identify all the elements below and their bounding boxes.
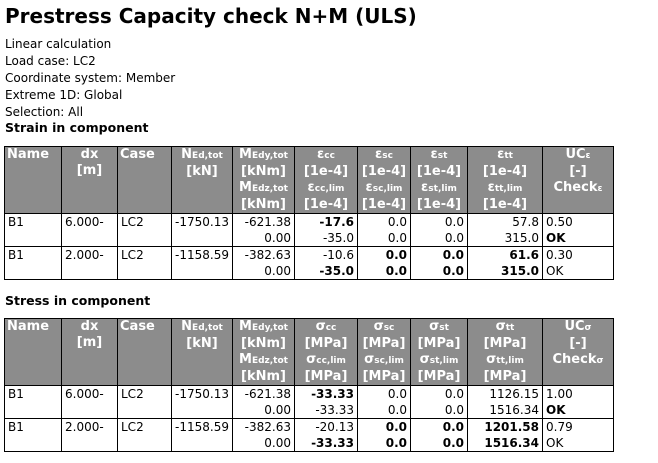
strain-heading: Strain in component	[5, 120, 149, 135]
cell-dx: 6.000-	[62, 386, 118, 419]
header-d-lim-symbol: σ	[486, 352, 497, 367]
header-m	[233, 147, 295, 214]
header-d-symbol: ε	[497, 147, 505, 162]
cell-check: OK	[543, 230, 614, 247]
cell-check: OK	[543, 435, 614, 452]
header-case-label: Case	[120, 319, 155, 334]
cell-uc: 0.79	[543, 419, 614, 436]
cell-d: 61.6	[468, 247, 543, 264]
cell-my: -382.63	[233, 247, 295, 264]
table-row	[5, 247, 614, 264]
stress-heading: Stress in component	[5, 293, 151, 308]
cell-b-lim: 0.0	[358, 435, 411, 452]
header-b-subscript: sc	[383, 323, 395, 333]
header-mz-unit: [kNm]	[241, 197, 286, 212]
cell-mz: 0.00	[233, 402, 295, 419]
cell-b-lim: 0.0	[358, 230, 411, 247]
header-uc-subscript: ε	[585, 151, 591, 161]
header-c-unit: [1e-4]	[416, 164, 462, 179]
header-c-symbol: σ	[429, 319, 440, 334]
header-m	[233, 319, 295, 386]
header-c-lim-subscript: st,lim	[429, 356, 459, 366]
header-my-subscript: Edy,tot	[251, 151, 288, 161]
header-a-lim-subscript: cc,lim	[316, 356, 346, 366]
cell-c: 0.0	[411, 214, 468, 231]
cell-mz: 0.00	[233, 230, 295, 247]
header-a-subscript: cc	[325, 323, 337, 333]
header-dx-label: dx	[80, 147, 99, 162]
header-check-symbol: Check	[552, 352, 597, 367]
cell-a: -10.6	[295, 247, 358, 264]
header-uc	[543, 147, 614, 214]
header-a	[295, 147, 358, 214]
header-b-lim-unit: [1e-4]	[361, 197, 407, 212]
coordinate-system: Coordinate system: Member	[5, 71, 176, 85]
header-case-label: Case	[120, 147, 155, 162]
header-my-symbol: M	[239, 319, 252, 334]
cell-c-lim: 0.0	[411, 263, 468, 280]
cell-c: 0.0	[411, 247, 468, 264]
header-dx-label: dx	[80, 319, 99, 334]
cell-c: 0.0	[411, 386, 468, 403]
cell-b: 0.0	[358, 214, 411, 231]
header-a-unit: [MPa]	[304, 336, 348, 351]
header-b-lim-subscript: sc,lim	[374, 356, 404, 366]
header-dx	[62, 147, 118, 214]
header-dx-unit: [m]	[76, 163, 103, 178]
header-mz-subscript: Edz,tot	[251, 184, 288, 194]
cell-my: -621.38	[233, 214, 295, 231]
header-my-unit: [kNm]	[241, 336, 286, 351]
cell-dx: 6.000-	[62, 214, 118, 247]
header-d	[468, 147, 543, 214]
cell-n: -1750.13	[172, 386, 233, 419]
cell-name: B1	[5, 386, 62, 419]
header-n	[172, 319, 233, 386]
header-a-lim-unit: [1e-4]	[303, 197, 349, 212]
header-c-lim-unit: [MPa]	[417, 369, 461, 384]
header-d	[468, 319, 543, 386]
cell-case: LC2	[118, 247, 172, 280]
calc-type: Linear calculation	[5, 37, 112, 51]
cell-check: OK	[543, 402, 614, 419]
strain-table	[4, 146, 614, 280]
header-b-subscript: sc	[382, 151, 393, 161]
table-row	[5, 386, 614, 403]
header-d-lim-symbol: ε	[487, 180, 495, 195]
header-b-lim-symbol: ε	[365, 180, 373, 195]
header-my-unit: [kNm]	[241, 164, 286, 179]
cell-b-lim: 0.0	[358, 263, 411, 280]
cell-case: LC2	[118, 419, 172, 452]
header-n	[172, 147, 233, 214]
cell-a-lim: -35.0	[295, 230, 358, 247]
header-uc-subscript: σ	[584, 323, 592, 333]
cell-case: LC2	[118, 214, 172, 247]
header-c-lim-unit: [1e-4]	[416, 197, 462, 212]
header-d-lim-subscript: tt,lim	[496, 356, 524, 366]
header-uc	[543, 319, 614, 386]
header-uc-symbol: UC	[564, 319, 585, 334]
header-a-lim-unit: [MPa]	[304, 369, 348, 384]
cell-dx: 2.000-	[62, 419, 118, 452]
cell-my: -621.38	[233, 386, 295, 403]
cell-b: 0.0	[358, 419, 411, 436]
header-name-label: Name	[7, 147, 50, 162]
load-case: Load case: LC2	[5, 54, 96, 68]
header-d-lim-subscript: tt,lim	[494, 184, 523, 194]
table-row	[5, 214, 614, 231]
header-d-subscript: tt	[505, 323, 515, 333]
cell-n: -1750.13	[172, 214, 233, 247]
report-title: Prestress Capacity check N+M (ULS)	[5, 4, 417, 28]
cell-c-lim: 0.0	[411, 402, 468, 419]
cell-b: 0.0	[358, 386, 411, 403]
header-c-subscript: st	[439, 323, 449, 333]
header-c-symbol: ε	[430, 147, 438, 162]
header-n-subscript: Ed,tot	[192, 323, 223, 333]
cell-d: 57.8	[468, 214, 543, 231]
header-name	[5, 319, 62, 386]
cell-name: B1	[5, 247, 62, 280]
cell-n: -1158.59	[172, 247, 233, 280]
stress-table	[4, 318, 614, 452]
header-a-lim-symbol: ε	[307, 180, 315, 195]
header-b-unit: [1e-4]	[361, 164, 407, 179]
cell-check: OK	[543, 263, 614, 280]
cell-d-lim: 1516.34	[468, 402, 543, 419]
header-uc-symbol: UC	[565, 147, 586, 162]
cell-name: B1	[5, 419, 62, 452]
header-c	[411, 147, 468, 214]
header-check-symbol: Check	[553, 180, 598, 195]
cell-d: 1201.58	[468, 419, 543, 436]
header-case	[118, 147, 172, 214]
stress-header-row	[5, 319, 614, 386]
header-case	[118, 319, 172, 386]
header-c-unit: [MPa]	[417, 336, 461, 351]
header-dx-unit: [m]	[76, 335, 103, 350]
header-c-lim-symbol: ε	[421, 180, 429, 195]
header-uc-unit: [-]	[569, 164, 587, 179]
cell-name: B1	[5, 214, 62, 247]
cell-a-lim: -35.0	[295, 263, 358, 280]
cell-a: -20.13	[295, 419, 358, 436]
header-a-symbol: σ	[315, 319, 326, 334]
cell-n: -1158.59	[172, 419, 233, 452]
header-a-symbol: ε	[317, 147, 325, 162]
header-d-unit: [MPa]	[483, 336, 527, 351]
cell-mz: 0.00	[233, 435, 295, 452]
cell-a: -17.6	[295, 214, 358, 231]
header-a-unit: [1e-4]	[303, 164, 349, 179]
cell-d-lim: 315.0	[468, 230, 543, 247]
header-mz-unit: [kNm]	[241, 369, 286, 384]
cell-a-lim: -33.33	[295, 402, 358, 419]
cell-b-lim: 0.0	[358, 402, 411, 419]
selection: Selection: All	[5, 105, 84, 119]
header-check-subscript: ε	[597, 184, 603, 194]
cell-case: LC2	[118, 386, 172, 419]
cell-uc: 0.50	[543, 214, 614, 231]
header-uc-unit: [-]	[569, 336, 587, 351]
header-b-lim-symbol: σ	[364, 352, 375, 367]
header-name-label: Name	[7, 319, 50, 334]
cell-my: -382.63	[233, 419, 295, 436]
calculation-info	[5, 36, 175, 121]
cell-c-lim: 0.0	[411, 230, 468, 247]
header-b	[358, 319, 411, 386]
header-b	[358, 147, 411, 214]
header-d-lim-unit: [MPa]	[483, 369, 527, 384]
header-n-unit: [kN]	[186, 164, 218, 179]
header-a	[295, 319, 358, 386]
header-a-subscript: cc	[324, 151, 335, 161]
header-dx	[62, 319, 118, 386]
cell-b: 0.0	[358, 247, 411, 264]
header-n-symbol: N	[181, 319, 193, 334]
header-mz-subscript: Edz,tot	[251, 356, 288, 366]
cell-c-lim: 0.0	[411, 435, 468, 452]
strain-header-row	[5, 147, 614, 214]
header-a-lim-subscript: cc,lim	[314, 184, 345, 194]
cell-mz: 0.00	[233, 263, 295, 280]
cell-uc: 1.00	[543, 386, 614, 403]
cell-c: 0.0	[411, 419, 468, 436]
header-check-subscript: σ	[596, 356, 604, 366]
header-mz-symbol: M	[239, 352, 252, 367]
header-my-symbol: M	[239, 147, 252, 162]
header-a-lim-symbol: σ	[306, 352, 317, 367]
header-name	[5, 147, 62, 214]
header-d-unit: [1e-4]	[482, 164, 528, 179]
header-c-lim-symbol: σ	[419, 352, 430, 367]
header-d-subscript: tt	[504, 151, 513, 161]
header-c-lim-subscript: st,lim	[428, 184, 457, 194]
header-my-subscript: Edy,tot	[251, 323, 288, 333]
header-n-subscript: Ed,tot	[192, 151, 223, 161]
header-b-symbol: ε	[375, 147, 383, 162]
cell-uc: 0.30	[543, 247, 614, 264]
header-b-symbol: σ	[373, 319, 384, 334]
header-d-symbol: σ	[495, 319, 506, 334]
cell-d-lim: 1516.34	[468, 435, 543, 452]
cell-d: 1126.15	[468, 386, 543, 403]
header-d-lim-unit: [1e-4]	[482, 197, 528, 212]
cell-dx: 2.000-	[62, 247, 118, 280]
extreme-1d: Extreme 1D: Global	[5, 88, 123, 102]
cell-a: -33.33	[295, 386, 358, 403]
header-c-subscript: st	[437, 151, 448, 161]
header-n-unit: [kN]	[186, 336, 218, 351]
header-b-lim-subscript: sc,lim	[372, 184, 403, 194]
cell-a-lim: -33.33	[295, 435, 358, 452]
header-b-lim-unit: [MPa]	[362, 369, 406, 384]
table-row	[5, 419, 614, 436]
header-b-unit: [MPa]	[362, 336, 406, 351]
header-mz-symbol: M	[239, 180, 252, 195]
cell-d-lim: 315.0	[468, 263, 543, 280]
header-c	[411, 319, 468, 386]
header-n-symbol: N	[181, 147, 193, 162]
